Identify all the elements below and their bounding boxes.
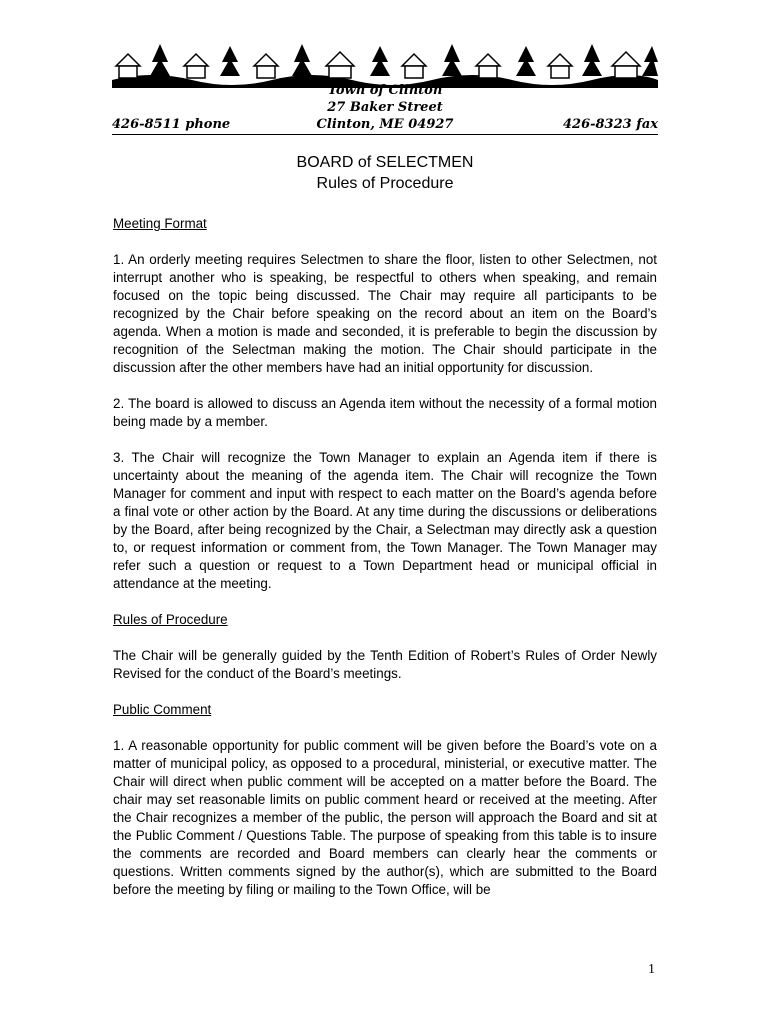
heading-public-comment: Public Comment [113,702,212,717]
fax-number: 426-8323 fax [562,117,658,132]
city-state-zip: Clinton, ME 04927 [316,117,454,132]
paragraph: 3. The Chair will recognize the Town Manager to explain an Agenda item if there is uncertainty about the meaning of the agenda item. The Chair will recognize the Town Manager for comment and input with respect to each matter on the Board’s agenda before a final vote or other action by the Board. At any time during the discussions or deliberations by the Board, after being recognized by the Chair, a Selectman may directly ask a question to, or request information or comment from, the Town Manager. The Town Manager may refer such a question or request to a Town Department head or municipal official in attendance at the meeting. [113,450,657,591]
heading-meeting-format: Meeting Format [113,216,207,231]
paragraph: 2. The board is allowed to discuss an Agenda item without the necessity of a formal motion being made by a member. [113,396,657,429]
contact-line [112,117,658,135]
document-title: BOARD of SELECTMEN [296,154,474,171]
town-banner-illustration [112,40,658,88]
town-name: Town of Clinton [327,83,443,98]
paragraph: 1. A reasonable opportunity for public comment will be given before the Board’s vote on a matter of municipal policy, as opposed to a procedural, ministerial, or executive matter. The Chair will direct when public comment will be accepted on a matter before the Board. The chair may set reasonable limits on public comment heard or received at the meeting. After the Chair recognizes a member of the public, the person will approach the Board and sit at the Public Comment / Questions Table. The purpose of speaking from this table is to insure the comments are recorded and Board members can clearly hear the comments or questions. Written comments signed by the author(s), which are submitted to the Board before the meeting by filing or mailing to the Town Office, will be [113,738,657,897]
street-address: 27 Baker Street [327,100,443,115]
document-subtitle: Rules of Procedure [316,175,454,192]
heading-rules-of-procedure: Rules of Procedure [113,612,228,627]
phone-number: 426-8511 phone [112,117,231,132]
paragraph: 1. An orderly meeting requires Selectmen to share the floor, listen to other Selectmen, not interrupt another who is speaking, be respectful to others when speaking, and remain focused on the topic being discussed. The Chair may require all participants to be recognized by the Chair before speaking on the record about an item on the Board’s agenda. When a motion is made and seconded, it is preferable to begin the discussion by recognition of the Selectman making the motion. The Chair should participate in the discussion after the other members have had an initial opportunity for discussion. [113,252,657,375]
document-body [113,215,657,917]
page-number: 1 [648,962,655,977]
paragraph: The Chair will be generally guided by the Tenth Edition of Robert’s Rules of Order Newly Revised for the conduct of the Board’s meetings. [113,648,657,681]
